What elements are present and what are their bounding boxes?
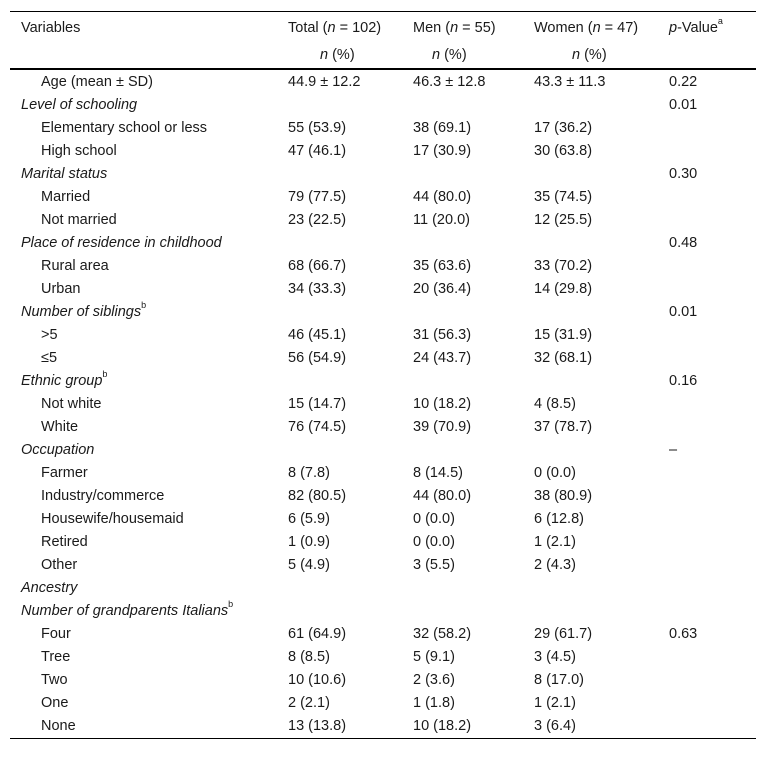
section-row [10, 577, 756, 600]
cell-p: 0.63 [669, 626, 698, 642]
cell-total: 76 (74.5) [288, 419, 347, 435]
cell-women [534, 600, 669, 623]
table-row [10, 278, 756, 301]
cell-men: 44 (80.0) [413, 488, 472, 504]
row-label: >5 [41, 327, 58, 343]
row-label: Place of residence in childhood [21, 235, 222, 251]
cell-p [669, 600, 756, 623]
cell-men: 20 (36.4) [413, 281, 472, 297]
cell-men: 17 (30.9) [413, 143, 472, 159]
cell-total: 82 (80.5) [288, 488, 347, 504]
header-p-value: p-Value$^a$ [669, 16, 723, 36]
cell-men: 3 (5.5) [413, 557, 455, 573]
row-label: ≤5 [41, 350, 58, 366]
row-label: Married [41, 189, 91, 205]
row-label: Number of grandparents Italians$^b$ [21, 599, 234, 619]
cell-men [413, 301, 534, 324]
cell-women: 35 (74.5) [534, 189, 593, 205]
section-row [10, 94, 756, 117]
cell-women: 1 (2.1) [534, 534, 576, 550]
cell-p [669, 715, 756, 738]
cell-total [288, 163, 413, 186]
table-row [10, 186, 756, 209]
cell-men: 38 (69.1) [413, 120, 472, 136]
cell-p [669, 209, 756, 232]
cell-men: 10 (18.2) [413, 396, 472, 412]
cell-total: 56 (54.9) [288, 350, 347, 366]
cell-men [413, 600, 534, 623]
cell-men [413, 439, 534, 462]
cell-women: 6 (12.8) [534, 511, 584, 527]
row-label: Tree [41, 649, 71, 665]
cell-total: 15 (14.7) [288, 396, 347, 412]
table-row [10, 255, 756, 278]
table-row [10, 508, 756, 531]
table-row [10, 623, 756, 646]
cell-men: 2 (3.6) [413, 672, 455, 688]
table-row [10, 462, 756, 485]
cell-p [669, 669, 756, 692]
cell-women: 12 (25.5) [534, 212, 593, 228]
cell-p [669, 577, 756, 600]
cell-p [669, 462, 756, 485]
cell-men: 8 (14.5) [413, 465, 463, 481]
cell-p: 0.01 [669, 304, 698, 320]
cell-p [669, 278, 756, 301]
cell-total [288, 301, 413, 324]
cell-p [669, 140, 756, 163]
cell-total: 44.9 ± 12.2 [288, 74, 361, 90]
table-row [10, 209, 756, 232]
cell-p [669, 485, 756, 508]
table-row [10, 117, 756, 140]
subheader-row [10, 42, 756, 68]
cell-p [669, 117, 756, 140]
row-label: Urban [41, 281, 81, 297]
row-label: High school [41, 143, 117, 159]
cell-p [669, 508, 756, 531]
table-bottom-rule [10, 738, 756, 739]
cell-total [288, 577, 413, 600]
footnote-marker: b [228, 599, 234, 610]
cell-women: 38 (80.9) [534, 488, 593, 504]
cell-total: 79 (77.5) [288, 189, 347, 205]
cell-men [413, 163, 534, 186]
footnote-marker: b [141, 300, 147, 311]
cell-women: 8 (17.0) [534, 672, 584, 688]
cell-women: 33 (70.2) [534, 258, 593, 274]
cell-women: 43.3 ± 11.3 [534, 74, 606, 90]
cell-men: 35 (63.6) [413, 258, 472, 274]
row-label: Housewife/housemaid [41, 511, 184, 527]
row-label: Occupation [21, 442, 95, 458]
row-label: Two [41, 672, 68, 688]
cell-total: 8 (8.5) [288, 649, 330, 665]
row-label: Not white [41, 396, 102, 412]
cell-men [413, 370, 534, 393]
row-label: Not married [41, 212, 117, 228]
header-total: Total (n = 102) [288, 20, 382, 36]
row-label: Retired [41, 534, 88, 550]
cell-p [669, 255, 756, 278]
table-row [10, 416, 756, 439]
cell-men: 1 (1.8) [413, 695, 455, 711]
row-label: Other [41, 557, 78, 573]
row-label: Rural area [41, 258, 109, 274]
cell-men: 5 (9.1) [413, 649, 455, 665]
cell-total: 10 (10.6) [288, 672, 347, 688]
row-label: One [41, 695, 69, 711]
cell-women: 2 (4.3) [534, 557, 576, 573]
cell-women: 29 (61.7) [534, 626, 593, 642]
cell-total: 5 (4.9) [288, 557, 330, 573]
cell-total: 61 (64.9) [288, 626, 347, 642]
cell-total [288, 439, 413, 462]
cell-women [534, 577, 669, 600]
cell-women [534, 94, 669, 117]
cell-total [288, 94, 413, 117]
cell-total: 13 (13.8) [288, 718, 347, 734]
section-row [10, 232, 756, 255]
cell-women: 30 (63.8) [534, 143, 593, 159]
header-variables: Variables [21, 20, 81, 36]
header-women: Women (n = 47) [534, 20, 639, 36]
cell-total: 8 (7.8) [288, 465, 330, 481]
cell-men [413, 577, 534, 600]
cell-p [669, 554, 756, 577]
row-label: Four [41, 626, 71, 642]
data-table [10, 12, 756, 68]
header-row [10, 12, 756, 42]
cell-women: 0 (0.0) [534, 465, 576, 481]
row-label: None [41, 718, 76, 734]
cell-total: 34 (33.3) [288, 281, 347, 297]
cell-men: 10 (18.2) [413, 718, 472, 734]
subheader-women: n (%) [572, 47, 607, 63]
row-label: Level of schooling [21, 97, 138, 113]
cell-men: 32 (58.2) [413, 626, 472, 642]
cell-total [288, 370, 413, 393]
cell-p [669, 646, 756, 669]
cell-men: 11 (20.0) [413, 212, 470, 228]
cell-women: 32 (68.1) [534, 350, 593, 366]
cell-total: 1 (0.9) [288, 534, 330, 550]
section-row [10, 439, 756, 462]
cell-total [288, 600, 413, 623]
row-label: Age (mean ± SD) [41, 74, 153, 90]
cell-women: 1 (2.1) [534, 695, 576, 711]
cell-women [534, 301, 669, 324]
cell-p [669, 416, 756, 439]
cell-total: 46 (45.1) [288, 327, 347, 343]
cell-p [669, 324, 756, 347]
section-row [10, 370, 756, 393]
subheader-total: n (%) [320, 47, 355, 63]
table-row [10, 692, 756, 715]
row-label: Farmer [41, 465, 88, 481]
row-label: Industry/commerce [41, 488, 165, 504]
cell-p [669, 347, 756, 370]
cell-total: 2 (2.1) [288, 695, 330, 711]
row-label: Ancestry [21, 580, 78, 596]
cell-p: 0.48 [669, 235, 698, 251]
table-row [10, 715, 756, 738]
cell-p: 0.22 [669, 74, 698, 90]
cell-p [669, 393, 756, 416]
cell-p: – [669, 442, 678, 458]
cell-men: 0 (0.0) [413, 534, 455, 550]
cell-p [669, 186, 756, 209]
table-row [10, 140, 756, 163]
cell-women: 4 (8.5) [534, 396, 576, 412]
cell-women: 37 (78.7) [534, 419, 593, 435]
cell-total: 55 (53.9) [288, 120, 347, 136]
cell-men: 0 (0.0) [413, 511, 455, 527]
table-row [10, 669, 756, 692]
cell-women: 17 (36.2) [534, 120, 593, 136]
cell-women [534, 163, 669, 186]
cell-p: 0.30 [669, 166, 698, 182]
cell-women: 15 (31.9) [534, 327, 593, 343]
table-row [10, 554, 756, 577]
section-row [10, 600, 756, 623]
cell-men: 31 (56.3) [413, 327, 472, 343]
cell-p [669, 531, 756, 554]
table-row [10, 347, 756, 370]
section-row [10, 301, 756, 324]
table-row [10, 324, 756, 347]
cell-men: 44 (80.0) [413, 189, 472, 205]
cell-women: 3 (4.5) [534, 649, 576, 665]
table-row [10, 531, 756, 554]
demographics-table [10, 11, 756, 739]
cell-p: 0.01 [669, 97, 698, 113]
section-row [10, 163, 756, 186]
cell-men: 39 (70.9) [413, 419, 472, 435]
table-row [10, 393, 756, 416]
cell-women: 14 (29.8) [534, 281, 593, 297]
table-row [10, 70, 756, 94]
data-table-body [10, 70, 756, 738]
cell-men [413, 232, 534, 255]
cell-p [669, 692, 756, 715]
row-label: White [41, 419, 79, 435]
subheader-men: n (%) [432, 47, 467, 63]
cell-men [413, 94, 534, 117]
cell-p: 0.16 [669, 373, 698, 389]
cell-total: 23 (22.5) [288, 212, 347, 228]
cell-women [534, 232, 669, 255]
table-row [10, 485, 756, 508]
row-label: Elementary school or less [41, 120, 208, 136]
cell-women: 3 (6.4) [534, 718, 576, 734]
cell-women [534, 439, 669, 462]
row-label: Marital status [21, 166, 108, 182]
row-label: Number of siblings$^b$ [21, 300, 147, 320]
header-men: Men (n = 55) [413, 20, 496, 36]
cell-men: 46.3 ± 12.8 [413, 74, 486, 90]
footnote-marker: b [102, 369, 108, 380]
cell-total: 68 (66.7) [288, 258, 347, 274]
cell-total: 47 (46.1) [288, 143, 347, 159]
table-row [10, 646, 756, 669]
cell-men: 24 (43.7) [413, 350, 472, 366]
cell-total: 6 (5.9) [288, 511, 330, 527]
row-label: Ethnic group$^b$ [21, 369, 108, 389]
cell-total [288, 232, 413, 255]
cell-women [534, 370, 669, 393]
